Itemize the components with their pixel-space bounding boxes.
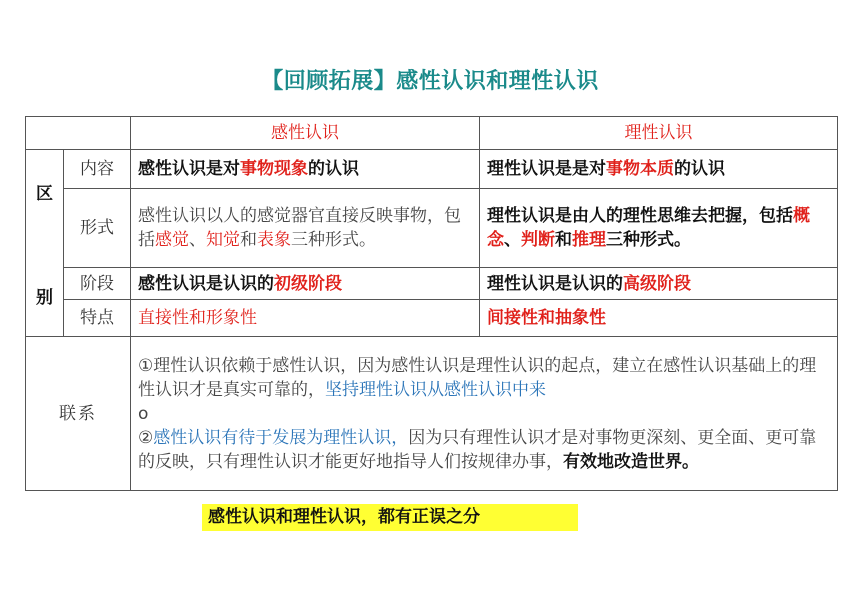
- text-part: 的认识: [674, 159, 725, 179]
- connection-point-1: [138, 354, 830, 426]
- highlight-text: 高级阶段: [623, 273, 691, 294]
- difference-side-label: [26, 150, 64, 337]
- text-part: ①理性认识依赖于感性认识，因为感性认识是理性认识的起点，建立在感性认识基础上的理性认识才是真实可靠的，: [138, 355, 817, 400]
- connection-label: 联系: [26, 337, 131, 491]
- highlight-note: 感性认识和理性认识，都有正误之分: [202, 504, 578, 531]
- text-part: 理性认识是认识的: [487, 273, 623, 294]
- highlight-text: 坚持理性认识从感性认识中来: [325, 379, 546, 400]
- content-perceptual-cell: [131, 150, 480, 189]
- row-label-feature: 特点: [64, 300, 131, 337]
- feature-rational-cell: 间接性和抽象性: [480, 300, 838, 337]
- row-label-content: 内容: [64, 150, 131, 189]
- comparison-table: [25, 116, 838, 491]
- text-part: 的认识: [308, 159, 359, 179]
- content-rational-cell: [480, 150, 838, 189]
- text-part: 、: [504, 230, 521, 250]
- text-part: 和: [240, 230, 257, 250]
- text-part: o: [138, 403, 149, 424]
- connection-text-cell: [131, 337, 838, 491]
- text-part: 感性认识是认识的: [138, 273, 274, 294]
- table-row: [26, 150, 838, 189]
- text-part: 感性认识以人的感觉器官直接反映事物，包括: [138, 206, 461, 250]
- table-header-row: [26, 117, 838, 150]
- stage-perceptual-cell: [131, 268, 480, 300]
- highlight-text: 判断: [521, 230, 555, 250]
- text-part: 感性认识是对: [138, 159, 240, 179]
- side-label-char-1: 区: [36, 184, 53, 204]
- header-perceptual: 感性认识: [131, 117, 480, 150]
- text-part: 和: [555, 230, 572, 250]
- text-part: ②: [138, 427, 154, 448]
- table-row: [26, 300, 838, 337]
- highlight-text: 概念: [487, 206, 810, 250]
- text-part: 因为只有理性认识才是对事物更深刻、更全面、更可靠的反映，只有理性认识才能更好地指导人们按规律办事，: [138, 427, 817, 472]
- highlight-text: 感性认识有待于发展为理性认识，: [153, 427, 409, 448]
- table-row: [26, 268, 838, 300]
- row-label-form: 形式: [64, 189, 131, 268]
- connection-row: [26, 337, 838, 491]
- highlight-text: 初级阶段: [274, 273, 342, 294]
- header-rational: 理性认识: [480, 117, 838, 150]
- form-rational-cell: [480, 189, 838, 268]
- row-label-stage: 阶段: [64, 268, 131, 300]
- header-corner-cell: [26, 117, 131, 150]
- text-part: 理性认识是是对: [487, 159, 606, 179]
- connection-point-2: [138, 426, 830, 474]
- text-part: 三种形式。: [606, 230, 691, 250]
- text-part: 理性认识是由人的理性思维去把握，包括: [487, 206, 793, 226]
- highlight-text: 事物本质: [606, 159, 674, 179]
- highlight-text: 事物现象: [240, 159, 308, 179]
- side-label-char-2: 别: [36, 288, 53, 308]
- feature-perceptual-cell: 直接性和形象性: [131, 300, 480, 337]
- page-title: 【回顾拓展】感性认识和理性认识: [261, 69, 599, 94]
- text-part: 、: [189, 230, 206, 250]
- highlight-text: 知觉: [206, 230, 240, 250]
- highlight-text: 推理: [572, 230, 606, 250]
- highlight-text: 表象: [257, 230, 291, 250]
- table-row: [26, 189, 838, 268]
- form-perceptual-cell: [131, 189, 480, 268]
- stage-rational-cell: [480, 268, 838, 300]
- highlight-text: 感觉: [155, 230, 189, 250]
- text-part: 有效地改造世界。: [563, 451, 699, 472]
- text-part: 三种形式。: [291, 230, 376, 250]
